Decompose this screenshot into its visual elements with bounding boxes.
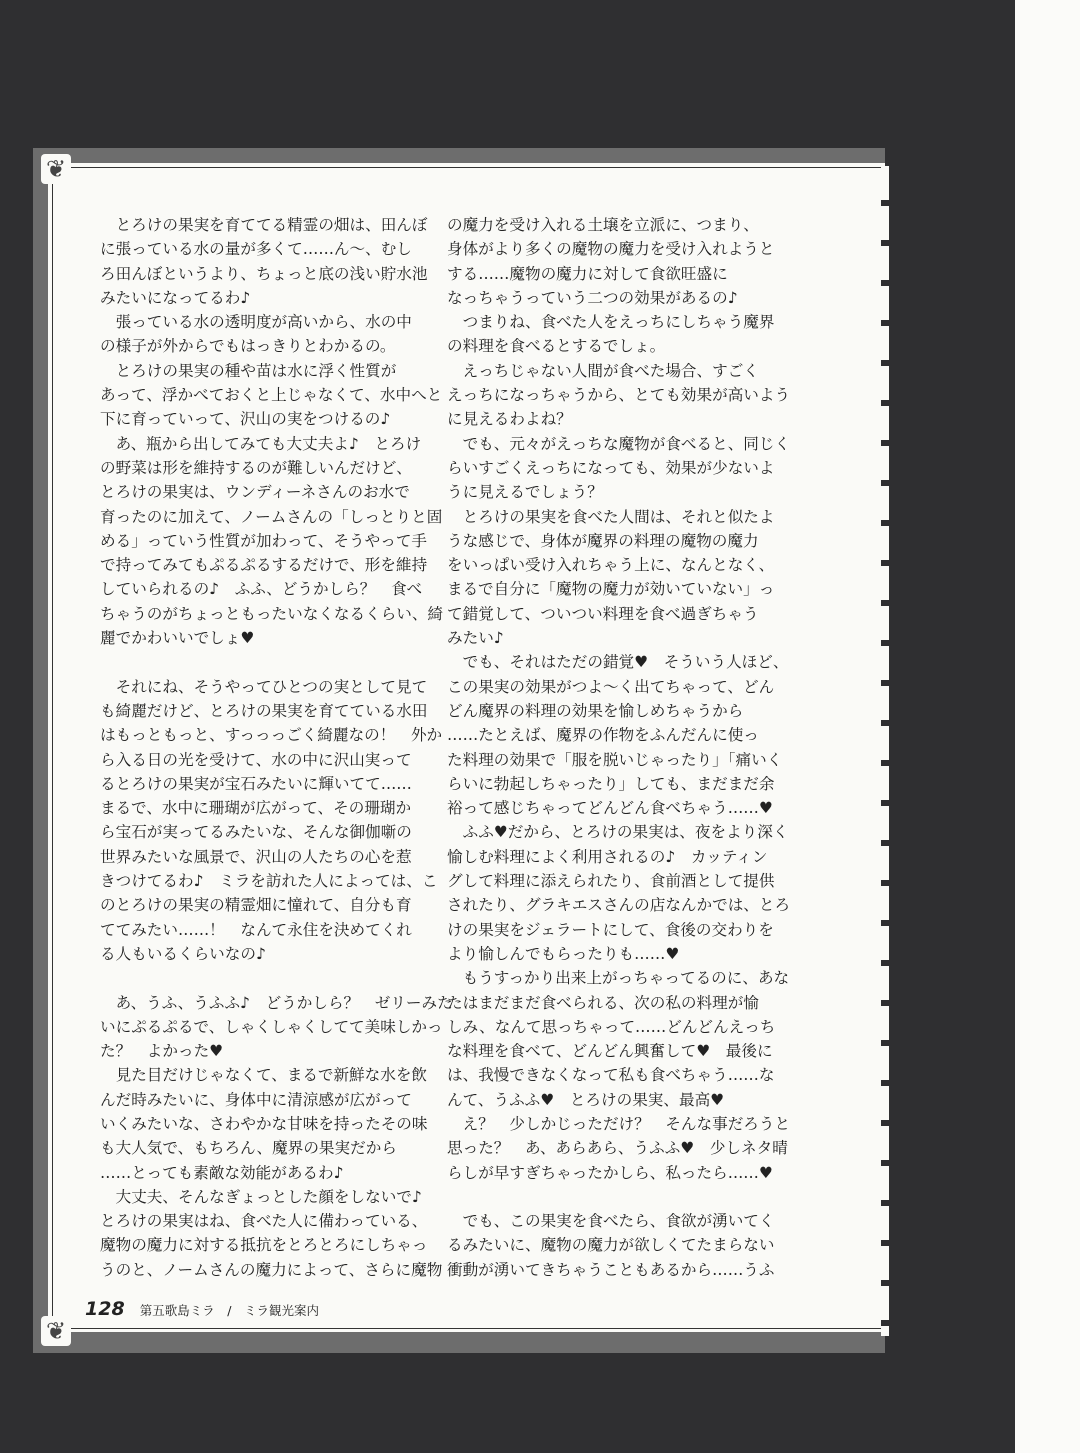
text-line: たはまだまだ食べられる、次の私の料理が愉 — [447, 993, 759, 1012]
text-line: るとろけの果実が宝石みたいに輝いてて…… — [100, 774, 412, 793]
text-line: あ、瓶から出してみても大丈夫よ♪ とろけ — [100, 434, 422, 453]
text-line: きつけてるわ♪ ミラを訪れた人によっては、こ — [100, 872, 438, 891]
text-line: いくみたいな、さわやかな甘味を持ったその味 — [100, 1114, 428, 1133]
text-line: えっちじゃない人間が食べた場合、すごく — [447, 361, 759, 380]
frame-rule-left — [52, 167, 53, 1327]
corner-ornament-icon: ❦ — [41, 154, 71, 184]
text-line: をいっぱい受け入れちゃう上に、なんとなく、 — [447, 556, 775, 575]
text-line: でも、元々がえっちな魔物が食べると、同じく — [447, 434, 791, 453]
text-line: とろけの果実を育ててる精霊の畑は、田んぼ — [100, 216, 428, 234]
text-line: つまりね、食べた人をえっちにしちゃう魔界 — [447, 313, 775, 332]
text-line: 思った？ あ、あらあら、うふふ♥ 少しネタ晴 — [447, 1139, 788, 1158]
text-line: は、我慢できなくなって私も食べちゃう……な — [447, 1066, 775, 1085]
text-line: の料理を食べるとするでしょ。 — [447, 337, 666, 356]
text-line: みたいになってるわ♪ — [100, 288, 251, 307]
text-line: ……たとえば、魔界の作物をふんだんに使っ — [447, 726, 759, 745]
text-line: なっちゃうっていう二つの効果があるの♪ — [447, 288, 738, 307]
text-line: ろ田んぼというより、ちょっと底の浅い貯水池 — [100, 264, 428, 283]
text-line: 育ったのに加えて、ノームさんの「しっとりと固 — [100, 507, 443, 526]
text-line: え？ 少しかじっただけ？ そんな事だろうと — [447, 1114, 791, 1133]
text-line: て錯覚して、ついつい料理を食べ過ぎちゃう — [447, 604, 759, 623]
scanner-background — [1015, 0, 1080, 1453]
text-line — [100, 966, 420, 990]
text-line: しみ、なんて思っちゃって……どんどんえっち — [447, 1017, 776, 1036]
text-line: も大人気で、もちろん、魔界の果実だから — [100, 1139, 397, 1158]
text-line: けの果実をジェラートにして、食後の交わりを — [447, 920, 774, 939]
text-line: らしが早すぎちゃったかしら、私ったら……♥ — [447, 1163, 773, 1182]
text-line: とろけの果実はね、食べた人に備わっている、 — [100, 1212, 428, 1231]
page-frame-top — [33, 148, 885, 163]
text-line: で持ってみてもぷるぷるするだけで、形を維持 — [100, 556, 428, 575]
text-line: されたり、グラキエスさんの店なんかでは、とろ — [447, 896, 791, 915]
text-column-right — [447, 213, 791, 1282]
text-line: ……とっても素敵な効能があるわ♪ — [100, 1163, 344, 1182]
page-footer — [85, 1298, 319, 1320]
text-line: する……魔物の魔力に対して食欲旺盛に — [447, 264, 728, 283]
text-line: えっちになっちゃうから、とても効果が高いよう — [447, 386, 791, 405]
text-line: どん魔界の料理の効果を愉しめちゃうから — [447, 701, 744, 720]
text-line: でも、この果実を食べたら、食欲が湧いてく — [447, 1212, 775, 1231]
text-line: 衝動が湧いてきちゃうこともあるから……うふ — [447, 1260, 775, 1279]
text-line: んだ時みたいに、身体中に清涼感が広がって — [100, 1090, 412, 1109]
text-line: とろけの果実を食べた人間は、それと似たよ — [447, 507, 775, 526]
text-line: 魔物の魔力に対する抵抗をとろとろにしちゃっ — [100, 1236, 428, 1255]
text-line: ちゃうのがちょっともったいなくなるくらい、綺 — [100, 604, 444, 623]
frame-rule-top — [53, 167, 885, 168]
page-frame-left — [33, 148, 48, 1353]
corner-ornament-icon: ❦ — [41, 1316, 71, 1346]
text-line: た？ よかった♥ — [100, 1042, 224, 1061]
text-line: 身体がより多くの魔物の魔力を受け入れようと — [447, 240, 775, 259]
text-line: の魔力を受け入れる土壌を立派に、つまり、 — [447, 216, 759, 234]
text-line — [100, 650, 420, 674]
page-frame-bottom — [33, 1332, 885, 1353]
text-line: それにね、そうやってひとつの実として見て — [100, 677, 428, 696]
text-line — [447, 1185, 772, 1209]
text-line: あって、浮かべておくと上じゃなくて、水中へと — [100, 386, 443, 405]
text-line: 下に育っていって、沢山の実をつけるの♪ — [100, 410, 391, 429]
text-line: まるで自分に「魔物の魔力が効いていない」っ — [447, 580, 775, 599]
text-line: のとろけの果実の精霊畑に憧れて、自分も育 — [100, 896, 412, 915]
text-line: に見えるわよね？ — [447, 410, 572, 429]
torn-page-edge — [881, 166, 889, 1336]
text-column-left — [100, 213, 453, 1282]
text-line: でも、それはただの錯覚♥ そういう人ほど、 — [447, 653, 789, 672]
text-line: まるで、水中に珊瑚が広がって、その珊瑚か — [100, 799, 412, 818]
text-line: ら入る日の光を受けて、水の中に沢山実って — [100, 750, 412, 769]
text-line: とろけの果実は、ウンディーネさんのお水で — [100, 483, 410, 502]
text-line: 大丈夫、そんなぎょっとした顔をしないで♪ — [100, 1187, 422, 1206]
text-line: 麗でかわいいでしょ♥ — [100, 629, 255, 648]
text-line: ら宝石が実ってるみたいな、そんな御伽噺の — [100, 823, 412, 842]
text-line: この果実の効果がつよ〜く出てちゃって、どん — [447, 677, 775, 696]
text-line: とろけの果実の種や苗は水に浮く性質が — [100, 361, 397, 380]
text-line: より愉しんでもらったりも……♥ — [447, 944, 680, 963]
text-line: あ、うふ、うふふ♪ どうかしら？ ゼリーみた — [100, 993, 453, 1012]
text-line: 愉しむ料理によく利用されるの♪ カッティン — [447, 847, 768, 866]
text-line: らいに勃起しちゃったり」しても、まだまだ余 — [447, 774, 775, 793]
frame-rule-bottom — [53, 1328, 885, 1329]
text-line: うのと、ノームさんの魔力によって、さらに魔物 — [100, 1260, 443, 1279]
running-footer-title: 第五歌島ミラ / ミラ観光案内 — [139, 1303, 319, 1318]
text-line: みたい♪ — [447, 629, 504, 648]
text-line: める」っていう性質が加わって、そうやって手 — [100, 531, 428, 550]
text-line: らいすごくえっちになっても、効果が少ないよ — [447, 458, 775, 477]
text-line: グして料理に添えられたり、食前酒として提供 — [447, 872, 775, 891]
text-line: 張っている水の透明度が高いから、水の中 — [100, 313, 412, 332]
text-line: るみたいに、魔物の魔力が欲しくてたまらない — [447, 1236, 775, 1255]
text-line: の様子が外からでもはっきりとわかるの。 — [100, 337, 396, 356]
text-line: ふふ♥だから、とろけの果実は、夜をより深く — [447, 823, 789, 842]
text-line: はもっともっと、すっっっごく綺麗なの！ 外か — [100, 726, 443, 745]
text-line: の野菜は形を維持するのが難しいんだけど、 — [100, 458, 412, 477]
text-line: していられるの♪ ふふ、どうかしら？ 食べ — [100, 580, 423, 599]
text-line: うに見えるでしょう？ — [447, 483, 603, 502]
text-line: 世界みたいな風景で、沢山の人たちの心を惹 — [100, 847, 412, 866]
text-line: た料理の効果で「服を脱いじゃったり」「痛いく — [447, 750, 783, 769]
text-line: も綺麗だけど、とろけの果実を育てている水田 — [100, 701, 428, 720]
text-line: に張っている水の量が多くて……ん〜、むし — [100, 240, 412, 259]
text-line: いにぷるぷるで、しゃくしゃくしてて美味しかっ — [100, 1017, 443, 1036]
text-line: もうすっかり出来上がっちゃってるのに、あな — [447, 969, 790, 988]
text-line: 見た目だけじゃなくて、まるで新鮮な水を飲 — [100, 1066, 428, 1085]
text-line: な料理を食べて、どんどん興奮して♥ 最後に — [447, 1042, 773, 1061]
page-number: 128 — [85, 1298, 125, 1320]
text-line: ててみたい……！ なんて永住を決めてくれ — [100, 920, 412, 939]
text-line: る人もいるくらいなの♪ — [100, 944, 266, 963]
text-line: うな感じで、身体が魔界の料理の魔物の魔力 — [447, 531, 759, 550]
text-line: んて、うふふ♥ とろけの果実、最高♥ — [447, 1090, 725, 1109]
text-line: 裕って感じちゃってどんどん食べちゃう……♥ — [447, 799, 773, 818]
